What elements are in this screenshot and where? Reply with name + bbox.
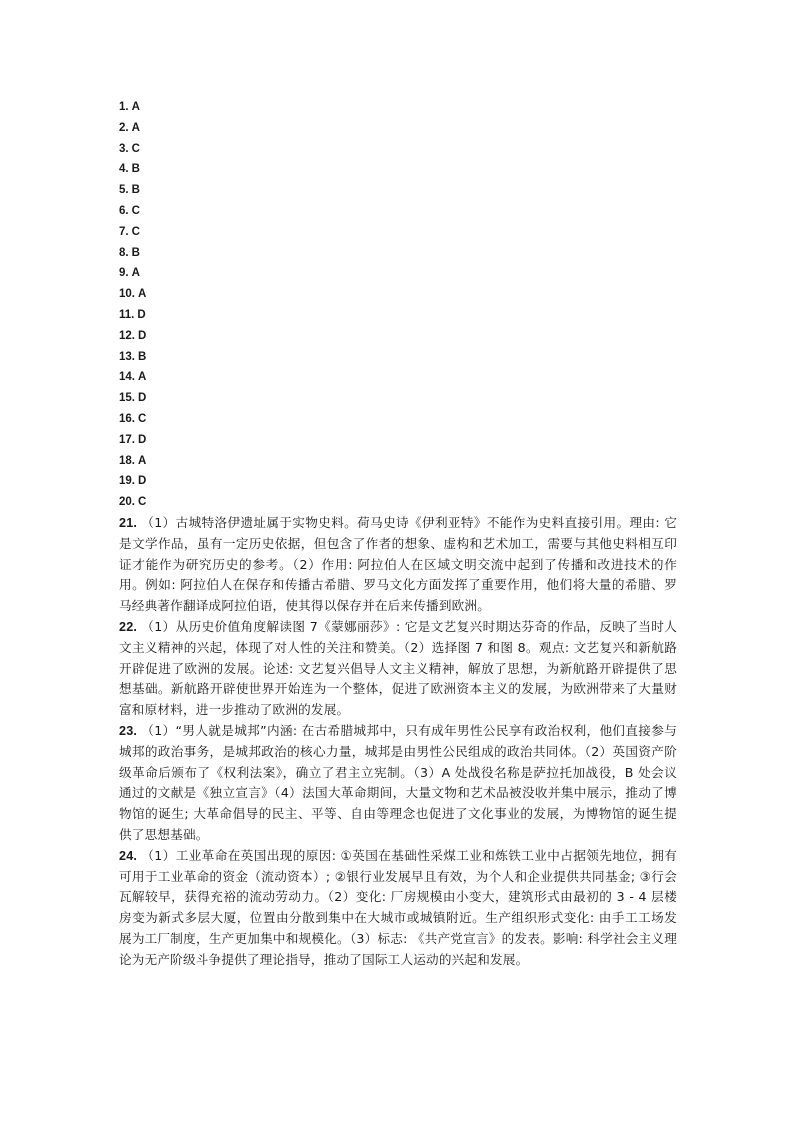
answer-number: 14. [119, 371, 135, 384]
answer-item [119, 409, 319, 430]
answer-number: 13. [119, 350, 135, 363]
answer-choice: D [138, 433, 147, 446]
answer-number: 4. [119, 163, 129, 176]
answer-number: 15. [119, 392, 135, 405]
answer-choice: D [138, 329, 147, 342]
answer-number: 19. [119, 475, 135, 488]
answer-number: 3. [119, 142, 129, 155]
answer-item [119, 326, 319, 347]
essay-answer-text: （1）“男人就是城邦”内涵: 在古希腊城邦中，只有成年男性公民享有政治权利，他们直接参与城邦的政治事务，是城邦政治的核心力量，城邦是由男性公民组成的政治共同体。（2）英国资产阶级革命后颁布了《权利法案》，确立了君主立宪制。（3）A 处战役名称是萨拉托加战役，B 处会议通过的文献是《独立宣言》（4）法国大革命期间，大量文物和艺术品被没收并集中展示，推动了博物馆的诞生; 大革命倡导的民主、平等、自由等理念也促进了文化事业的发展，为博物馆的诞生提供了思想基础。 [119, 722, 677, 842]
answer-item [119, 243, 319, 264]
answer-choice: C [131, 142, 140, 155]
essay-answer [119, 617, 677, 721]
answer-choice: C [138, 496, 147, 509]
answer-number: 2. [119, 121, 129, 134]
answer-number: 20. [119, 496, 135, 509]
answer-item [119, 430, 319, 451]
answer-choice: B [131, 184, 140, 197]
essay-answer-text: （1）古城特洛伊遗址属于实物史料。荷马史诗《伊利亚特》不能作为史料直接引用。理由: 它是文学作品，虽有一定历史依据，但包含了作者的想象、虚构和艺术加工，需要与其他史料相互印证才能作为研究历史的参考。（2）作用: 阿拉伯人在区域文明交流中起到了传播和改进技术的作用。例如: 阿拉伯人在保存和传播古希腊、罗马文化方面发挥了重要作用，他们将大量的希腊、罗马经典著作翻译成阿拉伯语，使其得以保存并在后来传播到欧洲。 [119, 515, 677, 614]
answer-item [119, 451, 319, 472]
answer-number: 17. [119, 433, 135, 446]
answer-choice: A [131, 121, 140, 134]
answer-item [119, 471, 319, 492]
answer-choice: D [138, 475, 147, 488]
essay-answer [119, 721, 677, 846]
answer-choice: B [131, 163, 140, 176]
answer-item [119, 492, 319, 513]
answer-number: 18. [119, 454, 135, 467]
essay-answer-text: （1）工业革命在英国出现的原因: ①英国在基础性采煤工业和炼铁工业中占据领先地位，拥有可用于工业革命的资金（流动资本）; ②银行业发展早且有效，为个人和企业提供共同基金; ③行会瓦解较早，获得充裕的流动劳动力。（2）变化: 厂房规模由小变大，建筑形式由最初的 3 - 4 层楼房变为新式多层大厦，位置由分散到集中在大城市或城镇附近。生产组织形式变化: 由手工工场发展为工厂制度，生产更加集中和规模化。（3）标志: 《共产党宣言》的发表。影响: 科学社会主义理论为无产阶级斗争提供了理论指导，推动了国际工人运动的兴起和发展。 [119, 847, 677, 967]
answer-choice: D [138, 392, 147, 405]
answer-item [119, 367, 319, 388]
answer-item [119, 97, 319, 118]
essay-answer-text: （1）从历史价值角度解读图 7《蒙娜丽莎》: 它是文艺复兴时期达芬奇的作品，反映了当时人文主义精神的兴起，体现了对人性的关注和赞美。（2）选择图 7 和图 8。观点: 文艺复兴和新航路开辟促进了欧洲的发展。论述: 文艺复兴倡导人文主义精神，解放了思想，为新航路开辟提供了思想基础。新航路开辟使世界开始连为一个整体，促进了欧洲资本主义的发展，为欧洲带来了大量财富和原材料，进一步推动了欧洲的发展。 [119, 618, 677, 718]
question-number: 22. [119, 619, 138, 634]
essay-answers-section [119, 513, 677, 971]
multiple-choice-answer-list [119, 97, 319, 513]
answer-choice: D [137, 308, 146, 321]
answer-item [119, 118, 319, 139]
answer-number: 10. [119, 288, 135, 301]
question-number: 21. [119, 516, 138, 530]
answer-item [119, 284, 319, 305]
answer-choice: A [131, 101, 140, 113]
answer-item [119, 263, 319, 284]
answer-item [119, 222, 319, 243]
answer-choice: A [138, 454, 147, 467]
answer-item [119, 388, 319, 409]
answer-number: 8. [119, 246, 129, 259]
answer-number: 1. [119, 101, 129, 113]
answer-item [119, 305, 319, 326]
answer-choice: C [138, 412, 147, 425]
question-number: 23. [119, 723, 138, 738]
answer-number: 9. [119, 267, 129, 280]
answer-item [119, 347, 319, 368]
answer-choice: C [131, 204, 140, 217]
answer-choice: A [138, 288, 147, 301]
essay-answer [119, 846, 677, 971]
answer-number: 12. [119, 329, 135, 342]
essay-answer [119, 513, 677, 617]
answer-item [119, 159, 319, 180]
answer-item [119, 201, 319, 222]
question-number: 24. [119, 848, 138, 863]
answer-choice: B [138, 350, 147, 363]
answer-choice: A [138, 371, 147, 384]
answer-item [119, 180, 319, 201]
answer-choice: C [131, 225, 140, 238]
answer-number: 5. [119, 184, 129, 197]
answer-number: 6. [119, 204, 129, 217]
answer-choice: B [131, 246, 140, 259]
answer-number: 7. [119, 225, 129, 238]
answer-item [119, 139, 319, 160]
answer-choice: A [131, 267, 140, 280]
answer-number: 11. [119, 308, 135, 321]
answer-number: 16. [119, 412, 135, 425]
